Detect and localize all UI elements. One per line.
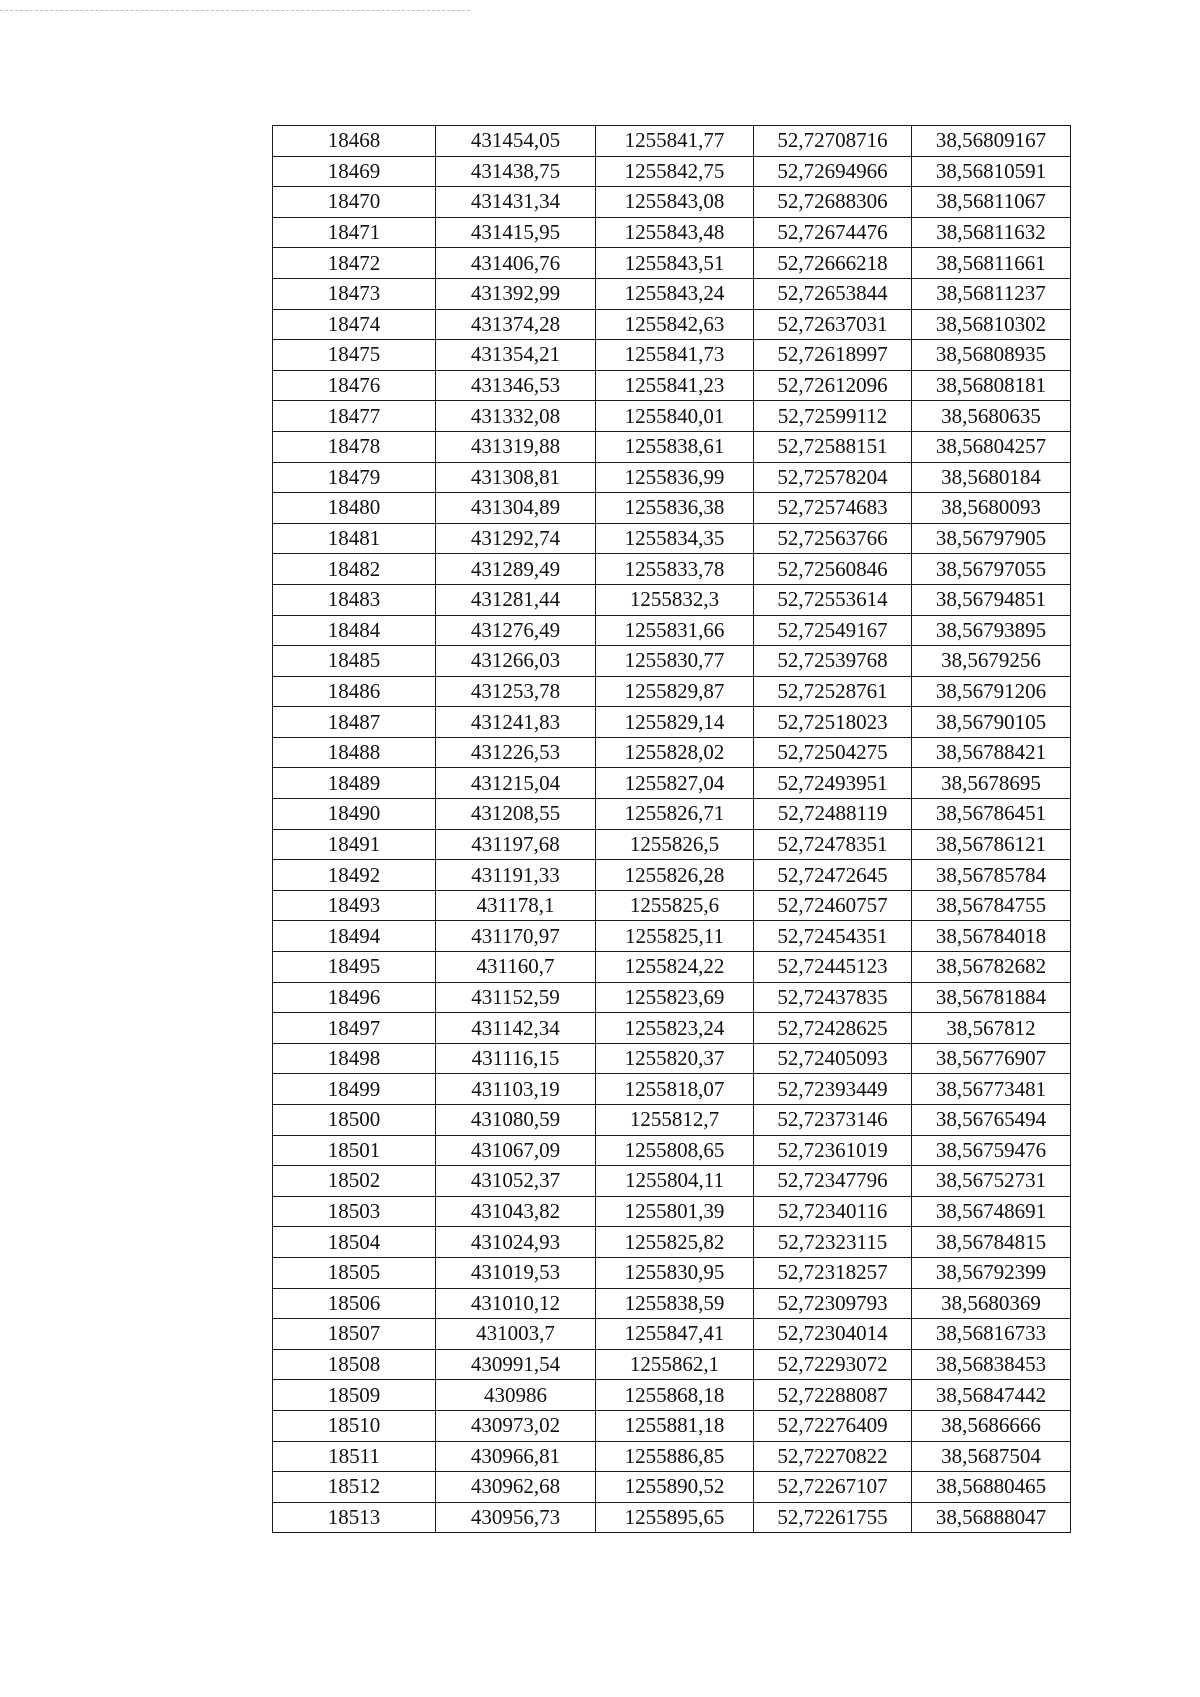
table-row bbox=[273, 493, 1071, 524]
latitude-cell: 52,72637031 bbox=[754, 309, 912, 340]
table-row bbox=[273, 829, 1071, 860]
latitude-cell: 52,72340116 bbox=[754, 1196, 912, 1227]
table-row bbox=[273, 1380, 1071, 1411]
x-coordinate-cell: 431346,53 bbox=[436, 370, 596, 401]
point-number-cell: 18484 bbox=[273, 615, 436, 646]
longitude-cell: 38,56773481 bbox=[912, 1074, 1071, 1105]
latitude-cell: 52,72539768 bbox=[754, 646, 912, 677]
latitude-cell: 52,72688306 bbox=[754, 187, 912, 218]
scan-edge-artifact bbox=[0, 10, 470, 11]
y-coordinate-cell: 1255825,82 bbox=[596, 1227, 754, 1258]
longitude-cell: 38,56793895 bbox=[912, 615, 1071, 646]
y-coordinate-cell: 1255823,24 bbox=[596, 1013, 754, 1044]
y-coordinate-cell: 1255804,11 bbox=[596, 1166, 754, 1197]
point-number-cell: 18500 bbox=[273, 1105, 436, 1136]
y-coordinate-cell: 1255818,07 bbox=[596, 1074, 754, 1105]
y-coordinate-cell: 1255847,41 bbox=[596, 1319, 754, 1350]
x-coordinate-cell: 431010,12 bbox=[436, 1288, 596, 1319]
x-coordinate-cell: 431415,95 bbox=[436, 217, 596, 248]
table-row bbox=[273, 1502, 1071, 1533]
point-number-cell: 18493 bbox=[273, 890, 436, 921]
table-row bbox=[273, 921, 1071, 952]
x-coordinate-cell: 431142,34 bbox=[436, 1013, 596, 1044]
point-number-cell: 18471 bbox=[273, 217, 436, 248]
longitude-cell: 38,56809167 bbox=[912, 126, 1071, 157]
y-coordinate-cell: 1255825,11 bbox=[596, 921, 754, 952]
table-row bbox=[273, 1349, 1071, 1380]
point-number-cell: 18486 bbox=[273, 676, 436, 707]
y-coordinate-cell: 1255828,02 bbox=[596, 737, 754, 768]
point-number-cell: 18494 bbox=[273, 921, 436, 952]
latitude-cell: 52,72553614 bbox=[754, 584, 912, 615]
latitude-cell: 52,72493951 bbox=[754, 768, 912, 799]
longitude-cell: 38,56808935 bbox=[912, 340, 1071, 371]
table-row bbox=[273, 1441, 1071, 1472]
y-coordinate-cell: 1255841,73 bbox=[596, 340, 754, 371]
point-number-cell: 18490 bbox=[273, 799, 436, 830]
y-coordinate-cell: 1255842,75 bbox=[596, 156, 754, 187]
coordinates-table bbox=[272, 125, 1071, 1533]
longitude-cell: 38,56811237 bbox=[912, 278, 1071, 309]
y-coordinate-cell: 1255808,65 bbox=[596, 1135, 754, 1166]
latitude-cell: 52,72694966 bbox=[754, 156, 912, 187]
table-row bbox=[273, 340, 1071, 371]
table-row bbox=[273, 309, 1071, 340]
table-row bbox=[273, 1196, 1071, 1227]
x-coordinate-cell: 431374,28 bbox=[436, 309, 596, 340]
latitude-cell: 52,72445123 bbox=[754, 952, 912, 983]
point-number-cell: 18482 bbox=[273, 554, 436, 585]
point-number-cell: 18485 bbox=[273, 646, 436, 677]
longitude-cell: 38,56748691 bbox=[912, 1196, 1071, 1227]
table-row bbox=[273, 1166, 1071, 1197]
x-coordinate-cell: 431178,1 bbox=[436, 890, 596, 921]
point-number-cell: 18477 bbox=[273, 401, 436, 432]
y-coordinate-cell: 1255829,14 bbox=[596, 707, 754, 738]
point-number-cell: 18483 bbox=[273, 584, 436, 615]
x-coordinate-cell: 430986 bbox=[436, 1380, 596, 1411]
longitude-cell: 38,56752731 bbox=[912, 1166, 1071, 1197]
point-number-cell: 18481 bbox=[273, 523, 436, 554]
latitude-cell: 52,72472645 bbox=[754, 860, 912, 891]
point-number-cell: 18470 bbox=[273, 187, 436, 218]
longitude-cell: 38,5678695 bbox=[912, 768, 1071, 799]
x-coordinate-cell: 431308,81 bbox=[436, 462, 596, 493]
y-coordinate-cell: 1255826,28 bbox=[596, 860, 754, 891]
latitude-cell: 52,72653844 bbox=[754, 278, 912, 309]
table-row bbox=[273, 1105, 1071, 1136]
point-number-cell: 18476 bbox=[273, 370, 436, 401]
longitude-cell: 38,56785784 bbox=[912, 860, 1071, 891]
latitude-cell: 52,72528761 bbox=[754, 676, 912, 707]
point-number-cell: 18488 bbox=[273, 737, 436, 768]
table-row bbox=[273, 1227, 1071, 1258]
x-coordinate-cell: 431052,37 bbox=[436, 1166, 596, 1197]
table-row bbox=[273, 646, 1071, 677]
point-number-cell: 18469 bbox=[273, 156, 436, 187]
table-row bbox=[273, 1013, 1071, 1044]
longitude-cell: 38,5680635 bbox=[912, 401, 1071, 432]
x-coordinate-cell: 431067,09 bbox=[436, 1135, 596, 1166]
x-coordinate-cell: 431043,82 bbox=[436, 1196, 596, 1227]
longitude-cell: 38,5686666 bbox=[912, 1410, 1071, 1441]
table-row bbox=[273, 584, 1071, 615]
x-coordinate-cell: 430973,02 bbox=[436, 1410, 596, 1441]
longitude-cell: 38,5680184 bbox=[912, 462, 1071, 493]
x-coordinate-cell: 431266,03 bbox=[436, 646, 596, 677]
point-number-cell: 18479 bbox=[273, 462, 436, 493]
latitude-cell: 52,72666218 bbox=[754, 248, 912, 279]
x-coordinate-cell: 431276,49 bbox=[436, 615, 596, 646]
latitude-cell: 52,72267107 bbox=[754, 1472, 912, 1503]
y-coordinate-cell: 1255801,39 bbox=[596, 1196, 754, 1227]
latitude-cell: 52,72618997 bbox=[754, 340, 912, 371]
x-coordinate-cell: 430962,68 bbox=[436, 1472, 596, 1503]
longitude-cell: 38,56786121 bbox=[912, 829, 1071, 860]
latitude-cell: 52,72599112 bbox=[754, 401, 912, 432]
x-coordinate-cell: 431289,49 bbox=[436, 554, 596, 585]
latitude-cell: 52,72405093 bbox=[754, 1043, 912, 1074]
latitude-cell: 52,72323115 bbox=[754, 1227, 912, 1258]
table-row bbox=[273, 737, 1071, 768]
latitude-cell: 52,72293072 bbox=[754, 1349, 912, 1380]
point-number-cell: 18501 bbox=[273, 1135, 436, 1166]
x-coordinate-cell: 431080,59 bbox=[436, 1105, 596, 1136]
point-number-cell: 18478 bbox=[273, 431, 436, 462]
latitude-cell: 52,72318257 bbox=[754, 1257, 912, 1288]
x-coordinate-cell: 431191,33 bbox=[436, 860, 596, 891]
point-number-cell: 18472 bbox=[273, 248, 436, 279]
y-coordinate-cell: 1255834,35 bbox=[596, 523, 754, 554]
table-row bbox=[273, 982, 1071, 1013]
x-coordinate-cell: 431292,74 bbox=[436, 523, 596, 554]
longitude-cell: 38,56786451 bbox=[912, 799, 1071, 830]
longitude-cell: 38,5679256 bbox=[912, 646, 1071, 677]
table-row bbox=[273, 1135, 1071, 1166]
longitude-cell: 38,56776907 bbox=[912, 1043, 1071, 1074]
point-number-cell: 18474 bbox=[273, 309, 436, 340]
longitude-cell: 38,56847442 bbox=[912, 1380, 1071, 1411]
y-coordinate-cell: 1255820,37 bbox=[596, 1043, 754, 1074]
point-number-cell: 18498 bbox=[273, 1043, 436, 1074]
longitude-cell: 38,56790105 bbox=[912, 707, 1071, 738]
y-coordinate-cell: 1255838,59 bbox=[596, 1288, 754, 1319]
y-coordinate-cell: 1255843,51 bbox=[596, 248, 754, 279]
x-coordinate-cell: 431332,08 bbox=[436, 401, 596, 432]
point-number-cell: 18508 bbox=[273, 1349, 436, 1380]
y-coordinate-cell: 1255830,95 bbox=[596, 1257, 754, 1288]
y-coordinate-cell: 1255841,23 bbox=[596, 370, 754, 401]
x-coordinate-cell: 431215,04 bbox=[436, 768, 596, 799]
table-row bbox=[273, 1472, 1071, 1503]
point-number-cell: 18475 bbox=[273, 340, 436, 371]
longitude-cell: 38,5680369 bbox=[912, 1288, 1071, 1319]
longitude-cell: 38,56810302 bbox=[912, 309, 1071, 340]
coordinates-table-body bbox=[273, 126, 1071, 1533]
x-coordinate-cell: 431152,59 bbox=[436, 982, 596, 1013]
point-number-cell: 18502 bbox=[273, 1166, 436, 1197]
table-row bbox=[273, 1410, 1071, 1441]
latitude-cell: 52,72304014 bbox=[754, 1319, 912, 1350]
y-coordinate-cell: 1255881,18 bbox=[596, 1410, 754, 1441]
latitude-cell: 52,72563766 bbox=[754, 523, 912, 554]
longitude-cell: 38,56880465 bbox=[912, 1472, 1071, 1503]
latitude-cell: 52,72288087 bbox=[754, 1380, 912, 1411]
latitude-cell: 52,72347796 bbox=[754, 1166, 912, 1197]
latitude-cell: 52,72578204 bbox=[754, 462, 912, 493]
x-coordinate-cell: 431431,34 bbox=[436, 187, 596, 218]
table-row bbox=[273, 554, 1071, 585]
table-row bbox=[273, 1043, 1071, 1074]
x-coordinate-cell: 431241,83 bbox=[436, 707, 596, 738]
point-number-cell: 18506 bbox=[273, 1288, 436, 1319]
table-row bbox=[273, 156, 1071, 187]
x-coordinate-cell: 431354,21 bbox=[436, 340, 596, 371]
x-coordinate-cell: 431024,93 bbox=[436, 1227, 596, 1258]
x-coordinate-cell: 431003,7 bbox=[436, 1319, 596, 1350]
table-row bbox=[273, 370, 1071, 401]
longitude-cell: 38,56816733 bbox=[912, 1319, 1071, 1350]
table-row bbox=[273, 523, 1071, 554]
latitude-cell: 52,72504275 bbox=[754, 737, 912, 768]
longitude-cell: 38,5680093 bbox=[912, 493, 1071, 524]
x-coordinate-cell: 430956,73 bbox=[436, 1502, 596, 1533]
table-row bbox=[273, 952, 1071, 983]
table-row bbox=[273, 278, 1071, 309]
x-coordinate-cell: 431160,7 bbox=[436, 952, 596, 983]
table-row bbox=[273, 217, 1071, 248]
table-row bbox=[273, 1319, 1071, 1350]
y-coordinate-cell: 1255832,3 bbox=[596, 584, 754, 615]
longitude-cell: 38,56784815 bbox=[912, 1227, 1071, 1258]
table-row bbox=[273, 248, 1071, 279]
x-coordinate-cell: 431116,15 bbox=[436, 1043, 596, 1074]
y-coordinate-cell: 1255829,87 bbox=[596, 676, 754, 707]
point-number-cell: 18503 bbox=[273, 1196, 436, 1227]
latitude-cell: 52,72454351 bbox=[754, 921, 912, 952]
y-coordinate-cell: 1255827,04 bbox=[596, 768, 754, 799]
y-coordinate-cell: 1255812,7 bbox=[596, 1105, 754, 1136]
x-coordinate-cell: 431253,78 bbox=[436, 676, 596, 707]
table-row bbox=[273, 799, 1071, 830]
point-number-cell: 18496 bbox=[273, 982, 436, 1013]
y-coordinate-cell: 1255836,38 bbox=[596, 493, 754, 524]
longitude-cell: 38,567812 bbox=[912, 1013, 1071, 1044]
y-coordinate-cell: 1255868,18 bbox=[596, 1380, 754, 1411]
longitude-cell: 38,56765494 bbox=[912, 1105, 1071, 1136]
latitude-cell: 52,72276409 bbox=[754, 1410, 912, 1441]
point-number-cell: 18509 bbox=[273, 1380, 436, 1411]
longitude-cell: 38,56811661 bbox=[912, 248, 1071, 279]
point-number-cell: 18491 bbox=[273, 829, 436, 860]
y-coordinate-cell: 1255843,24 bbox=[596, 278, 754, 309]
y-coordinate-cell: 1255823,69 bbox=[596, 982, 754, 1013]
y-coordinate-cell: 1255830,77 bbox=[596, 646, 754, 677]
point-number-cell: 18497 bbox=[273, 1013, 436, 1044]
latitude-cell: 52,72518023 bbox=[754, 707, 912, 738]
y-coordinate-cell: 1255824,22 bbox=[596, 952, 754, 983]
latitude-cell: 52,72488119 bbox=[754, 799, 912, 830]
y-coordinate-cell: 1255825,6 bbox=[596, 890, 754, 921]
latitude-cell: 52,72437835 bbox=[754, 982, 912, 1013]
y-coordinate-cell: 1255843,48 bbox=[596, 217, 754, 248]
latitude-cell: 52,72460757 bbox=[754, 890, 912, 921]
x-coordinate-cell: 431103,19 bbox=[436, 1074, 596, 1105]
longitude-cell: 38,56811067 bbox=[912, 187, 1071, 218]
longitude-cell: 38,56781884 bbox=[912, 982, 1071, 1013]
point-number-cell: 18487 bbox=[273, 707, 436, 738]
x-coordinate-cell: 431319,88 bbox=[436, 431, 596, 462]
table-row bbox=[273, 768, 1071, 799]
x-coordinate-cell: 431406,76 bbox=[436, 248, 596, 279]
latitude-cell: 52,72478351 bbox=[754, 829, 912, 860]
table-row bbox=[273, 707, 1071, 738]
x-coordinate-cell: 430991,54 bbox=[436, 1349, 596, 1380]
point-number-cell: 18492 bbox=[273, 860, 436, 891]
x-coordinate-cell: 431304,89 bbox=[436, 493, 596, 524]
y-coordinate-cell: 1255838,61 bbox=[596, 431, 754, 462]
longitude-cell: 38,5687504 bbox=[912, 1441, 1071, 1472]
y-coordinate-cell: 1255886,85 bbox=[596, 1441, 754, 1472]
latitude-cell: 52,72361019 bbox=[754, 1135, 912, 1166]
latitude-cell: 52,72393449 bbox=[754, 1074, 912, 1105]
point-number-cell: 18512 bbox=[273, 1472, 436, 1503]
longitude-cell: 38,56784018 bbox=[912, 921, 1071, 952]
table-row bbox=[273, 126, 1071, 157]
x-coordinate-cell: 431392,99 bbox=[436, 278, 596, 309]
x-coordinate-cell: 431454,05 bbox=[436, 126, 596, 157]
longitude-cell: 38,56784755 bbox=[912, 890, 1071, 921]
y-coordinate-cell: 1255833,78 bbox=[596, 554, 754, 585]
longitude-cell: 38,56759476 bbox=[912, 1135, 1071, 1166]
longitude-cell: 38,56788421 bbox=[912, 737, 1071, 768]
longitude-cell: 38,56838453 bbox=[912, 1349, 1071, 1380]
y-coordinate-cell: 1255840,01 bbox=[596, 401, 754, 432]
latitude-cell: 52,72612096 bbox=[754, 370, 912, 401]
point-number-cell: 18504 bbox=[273, 1227, 436, 1258]
table-row bbox=[273, 401, 1071, 432]
longitude-cell: 38,56797055 bbox=[912, 554, 1071, 585]
y-coordinate-cell: 1255843,08 bbox=[596, 187, 754, 218]
point-number-cell: 18510 bbox=[273, 1410, 436, 1441]
y-coordinate-cell: 1255862,1 bbox=[596, 1349, 754, 1380]
latitude-cell: 52,72708716 bbox=[754, 126, 912, 157]
x-coordinate-cell: 431019,53 bbox=[436, 1257, 596, 1288]
table-row bbox=[273, 1288, 1071, 1319]
x-coordinate-cell: 431197,68 bbox=[436, 829, 596, 860]
table-row bbox=[273, 890, 1071, 921]
point-number-cell: 18507 bbox=[273, 1319, 436, 1350]
point-number-cell: 18473 bbox=[273, 278, 436, 309]
table-row bbox=[273, 615, 1071, 646]
longitude-cell: 38,56888047 bbox=[912, 1502, 1071, 1533]
point-number-cell: 18495 bbox=[273, 952, 436, 983]
table-row bbox=[273, 187, 1071, 218]
longitude-cell: 38,56810591 bbox=[912, 156, 1071, 187]
y-coordinate-cell: 1255826,71 bbox=[596, 799, 754, 830]
table-row bbox=[273, 462, 1071, 493]
latitude-cell: 52,72309793 bbox=[754, 1288, 912, 1319]
x-coordinate-cell: 431208,55 bbox=[436, 799, 596, 830]
longitude-cell: 38,56804257 bbox=[912, 431, 1071, 462]
latitude-cell: 52,72428625 bbox=[754, 1013, 912, 1044]
latitude-cell: 52,72674476 bbox=[754, 217, 912, 248]
latitude-cell: 52,72549167 bbox=[754, 615, 912, 646]
x-coordinate-cell: 430966,81 bbox=[436, 1441, 596, 1472]
longitude-cell: 38,56808181 bbox=[912, 370, 1071, 401]
point-number-cell: 18505 bbox=[273, 1257, 436, 1288]
y-coordinate-cell: 1255831,66 bbox=[596, 615, 754, 646]
table-row bbox=[273, 676, 1071, 707]
longitude-cell: 38,56811632 bbox=[912, 217, 1071, 248]
latitude-cell: 52,72270822 bbox=[754, 1441, 912, 1472]
longitude-cell: 38,56791206 bbox=[912, 676, 1071, 707]
y-coordinate-cell: 1255895,65 bbox=[596, 1502, 754, 1533]
x-coordinate-cell: 431170,97 bbox=[436, 921, 596, 952]
table-row bbox=[273, 1074, 1071, 1105]
table-row bbox=[273, 431, 1071, 462]
latitude-cell: 52,72560846 bbox=[754, 554, 912, 585]
y-coordinate-cell: 1255826,5 bbox=[596, 829, 754, 860]
y-coordinate-cell: 1255890,52 bbox=[596, 1472, 754, 1503]
point-number-cell: 18513 bbox=[273, 1502, 436, 1533]
point-number-cell: 18468 bbox=[273, 126, 436, 157]
latitude-cell: 52,72588151 bbox=[754, 431, 912, 462]
point-number-cell: 18499 bbox=[273, 1074, 436, 1105]
latitude-cell: 52,72373146 bbox=[754, 1105, 912, 1136]
y-coordinate-cell: 1255836,99 bbox=[596, 462, 754, 493]
longitude-cell: 38,56797905 bbox=[912, 523, 1071, 554]
y-coordinate-cell: 1255842,63 bbox=[596, 309, 754, 340]
longitude-cell: 38,56782682 bbox=[912, 952, 1071, 983]
longitude-cell: 38,56794851 bbox=[912, 584, 1071, 615]
latitude-cell: 52,72574683 bbox=[754, 493, 912, 524]
table-row bbox=[273, 1257, 1071, 1288]
x-coordinate-cell: 431281,44 bbox=[436, 584, 596, 615]
table-row bbox=[273, 860, 1071, 891]
latitude-cell: 52,72261755 bbox=[754, 1502, 912, 1533]
longitude-cell: 38,56792399 bbox=[912, 1257, 1071, 1288]
point-number-cell: 18480 bbox=[273, 493, 436, 524]
y-coordinate-cell: 1255841,77 bbox=[596, 126, 754, 157]
point-number-cell: 18511 bbox=[273, 1441, 436, 1472]
x-coordinate-cell: 431438,75 bbox=[436, 156, 596, 187]
point-number-cell: 18489 bbox=[273, 768, 436, 799]
x-coordinate-cell: 431226,53 bbox=[436, 737, 596, 768]
